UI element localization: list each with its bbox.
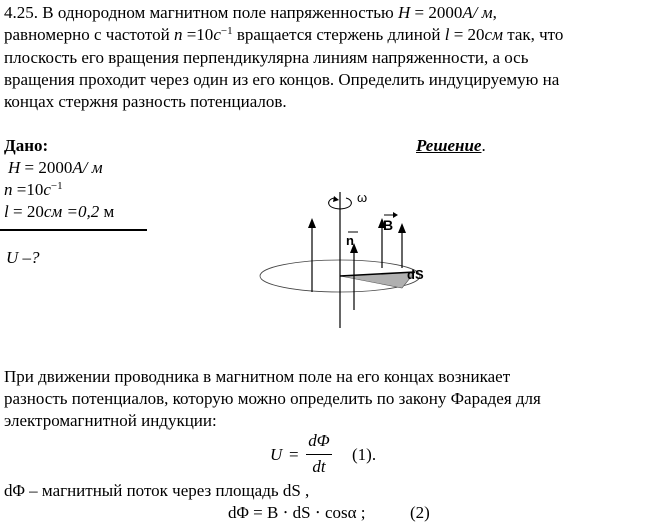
formula-2: dΦ = B ⋅ dS ⋅ cosα ; [228,503,366,522]
B-label: B [383,217,394,233]
rotation-arrow-head [333,196,339,202]
field-arrow-3 [398,223,406,233]
problem-line-5: концах стержня разность потенциалов. [4,92,287,111]
body-line-1: При движении проводника в магнитном поле на его концах возникает [4,367,511,386]
formula-1-U: U [270,445,283,464]
problem-line-4: вращения проходит через один из его концов. Определить индуцируемую на [4,70,560,89]
body-line-2: разность потенциалов, которую можно определить по закону Фарадея для [4,389,541,408]
given-H: H = 2000A/ м [8,158,103,177]
formula-1-tag: (1). [352,445,377,464]
formula-1-denominator: dt [312,457,326,476]
given-title: Дано: [4,136,49,155]
field-arrow-1 [308,218,316,228]
formula-2-tag: (2) [410,503,430,522]
given-n: $n =10c^{-1}$ [4,180,63,199]
dS-label: dS [407,267,424,282]
given-l: l = 20см =0,2 м [4,202,115,221]
formula-1-fraction-bar [306,454,332,455]
omega-label: ω [357,190,368,205]
formula-1-eq: = [289,445,299,464]
formula-1-numerator: dΦ [308,431,330,450]
solution-title: Решение. [416,136,486,155]
problem-number: 4.25. [4,3,38,22]
B-vector-arrowhead [393,212,398,218]
given-find: U –? [6,248,40,267]
body-line-3: электромагнитной индукции: [4,411,217,430]
problem-line-2: равномерно с частотой $n =10c^{-1}$ вращается стержень длиной l = 20см так, что [4,25,564,44]
problem-line-1: 4.25. В однородном магнитном поле напряженностью H = 2000A/ м, [4,3,497,22]
n-label: n [346,233,354,248]
given-divider [0,229,147,231]
problem-line-3: плоскость его вращения перпендикулярна линиям напряженности, а ось [4,48,529,67]
body-line-4: dΦ – магнитный поток через площадь dS , [4,481,310,500]
rotating-rod-figure [250,180,450,340]
